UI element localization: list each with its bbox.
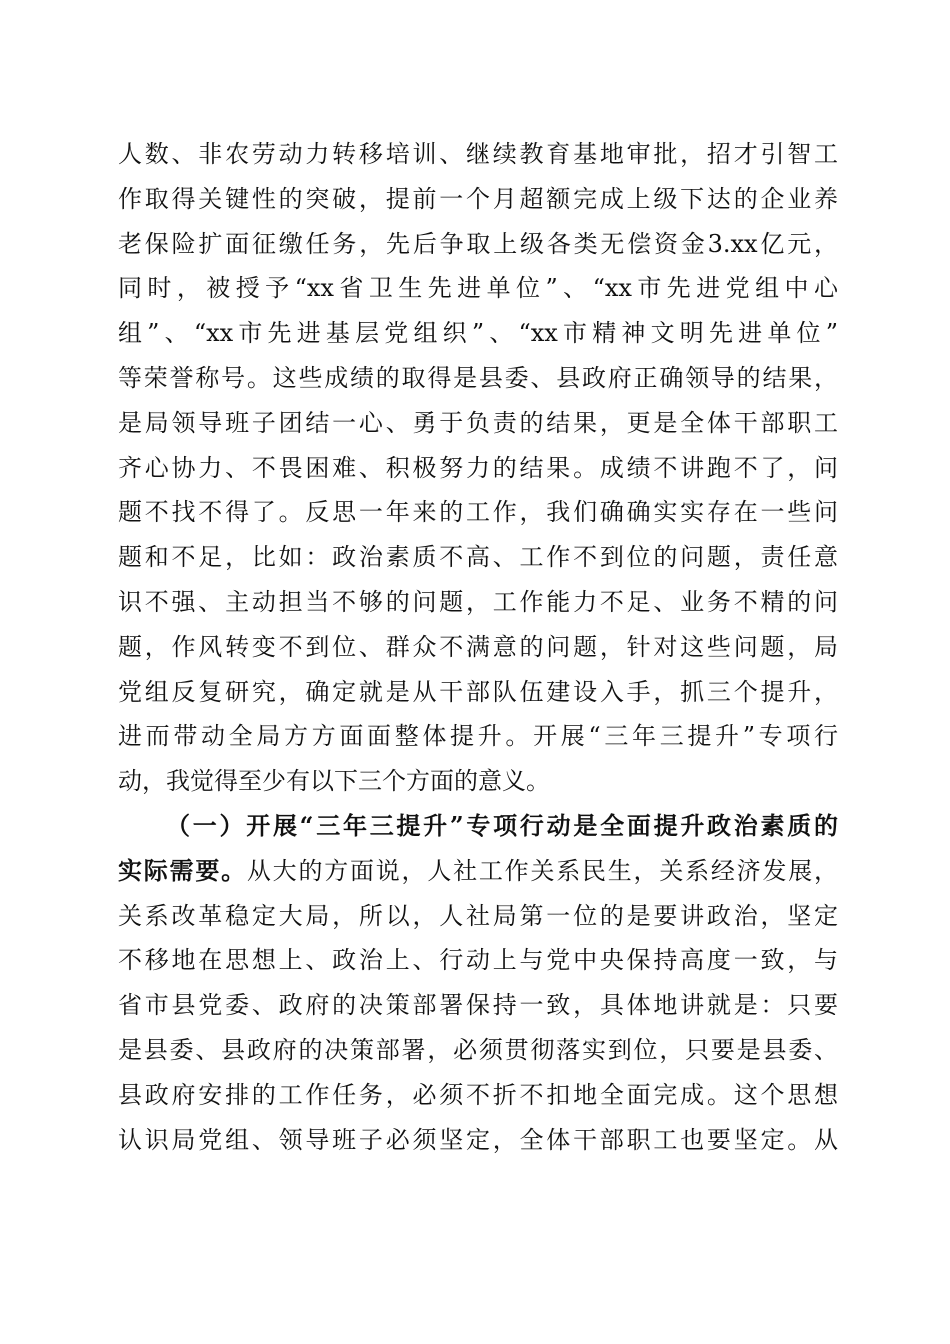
- text-line: 题和不足，比如：政治素质不高、工作不到位的问题，责任意: [118, 543, 838, 572]
- section-text-start: 从大的方面说，人社工作关系民生，关系经济发展，: [246, 856, 838, 885]
- text-line: 等荣誉称号。这些成绩的取得是县委、县政府正确领导的结果，: [118, 363, 838, 392]
- text-line: 进而带动全局方方面面整体提升。开展“三年三提升”专项行: [118, 722, 838, 751]
- text-line: 党组反复研究，确定就是从干部队伍建设入手，抓三个提升，: [118, 677, 838, 706]
- text-line: 识不强、主动担当不够的问题，工作能力不足、业务不精的问: [118, 587, 838, 616]
- text-line: 关系改革稳定大局，所以，人社局第一位的是要讲政治，坚定: [118, 901, 838, 930]
- text-line: 题，作风转变不到位、群众不满意的问题，针对这些问题，局: [118, 632, 838, 661]
- text-line: 是局领导班子团结一心、勇于负责的结果，更是全体干部职工: [118, 408, 838, 437]
- text-line: 动，我觉得至少有以下三个方面的意义。: [118, 767, 550, 796]
- text-line: 人数、非农劳动力转移培训、继续教育基地审批，招才引智工: [118, 140, 838, 168]
- text-line: 齐心协力、不畏困难、积极努力的结果。成绩不讲跑不了，问: [118, 453, 838, 482]
- text-line: 同时，被授予“xx省卫生先进单位”、“xx市先进党组中心: [118, 274, 838, 303]
- section-heading-continuation: [118, 849, 838, 894]
- text-line: 认识局党组、领导班子必须坚定，全体干部职工也要坚定。从: [118, 1125, 838, 1154]
- section-heading: （一）开展“三年三提升”专项行动是全面提升政治素质的: [166, 810, 838, 840]
- text-line: 作取得关键性的突破，提前一个月超额完成上级下达的企业养: [118, 184, 838, 213]
- text-line: 省市县党委、政府的决策部署保持一致，具体地讲就是：只要: [118, 991, 838, 1020]
- text-line: 组”、“xx市先进基层党组织”、“xx市精神文明先进单位”: [118, 319, 838, 348]
- section-heading-end: 实际需要。: [118, 855, 247, 885]
- text-line: 老保险扩面征缴任务，先后争取上级各类无偿资金3.xx亿元，: [118, 229, 838, 258]
- text-line: 是县委、县政府的决策部署，必须贯彻落实到位，只要是县委、: [118, 1035, 838, 1064]
- text-line: 县政府安排的工作任务，必须不折不扣地全面完成。这个思想: [118, 1080, 838, 1109]
- document-body: [118, 132, 838, 1162]
- text-line: 题不找不得了。反思一年来的工作，我们确确实实存在一些问: [118, 498, 838, 527]
- text-line: 不移地在思想上、政治上、行动上与党中央保持高度一致，与: [118, 946, 838, 975]
